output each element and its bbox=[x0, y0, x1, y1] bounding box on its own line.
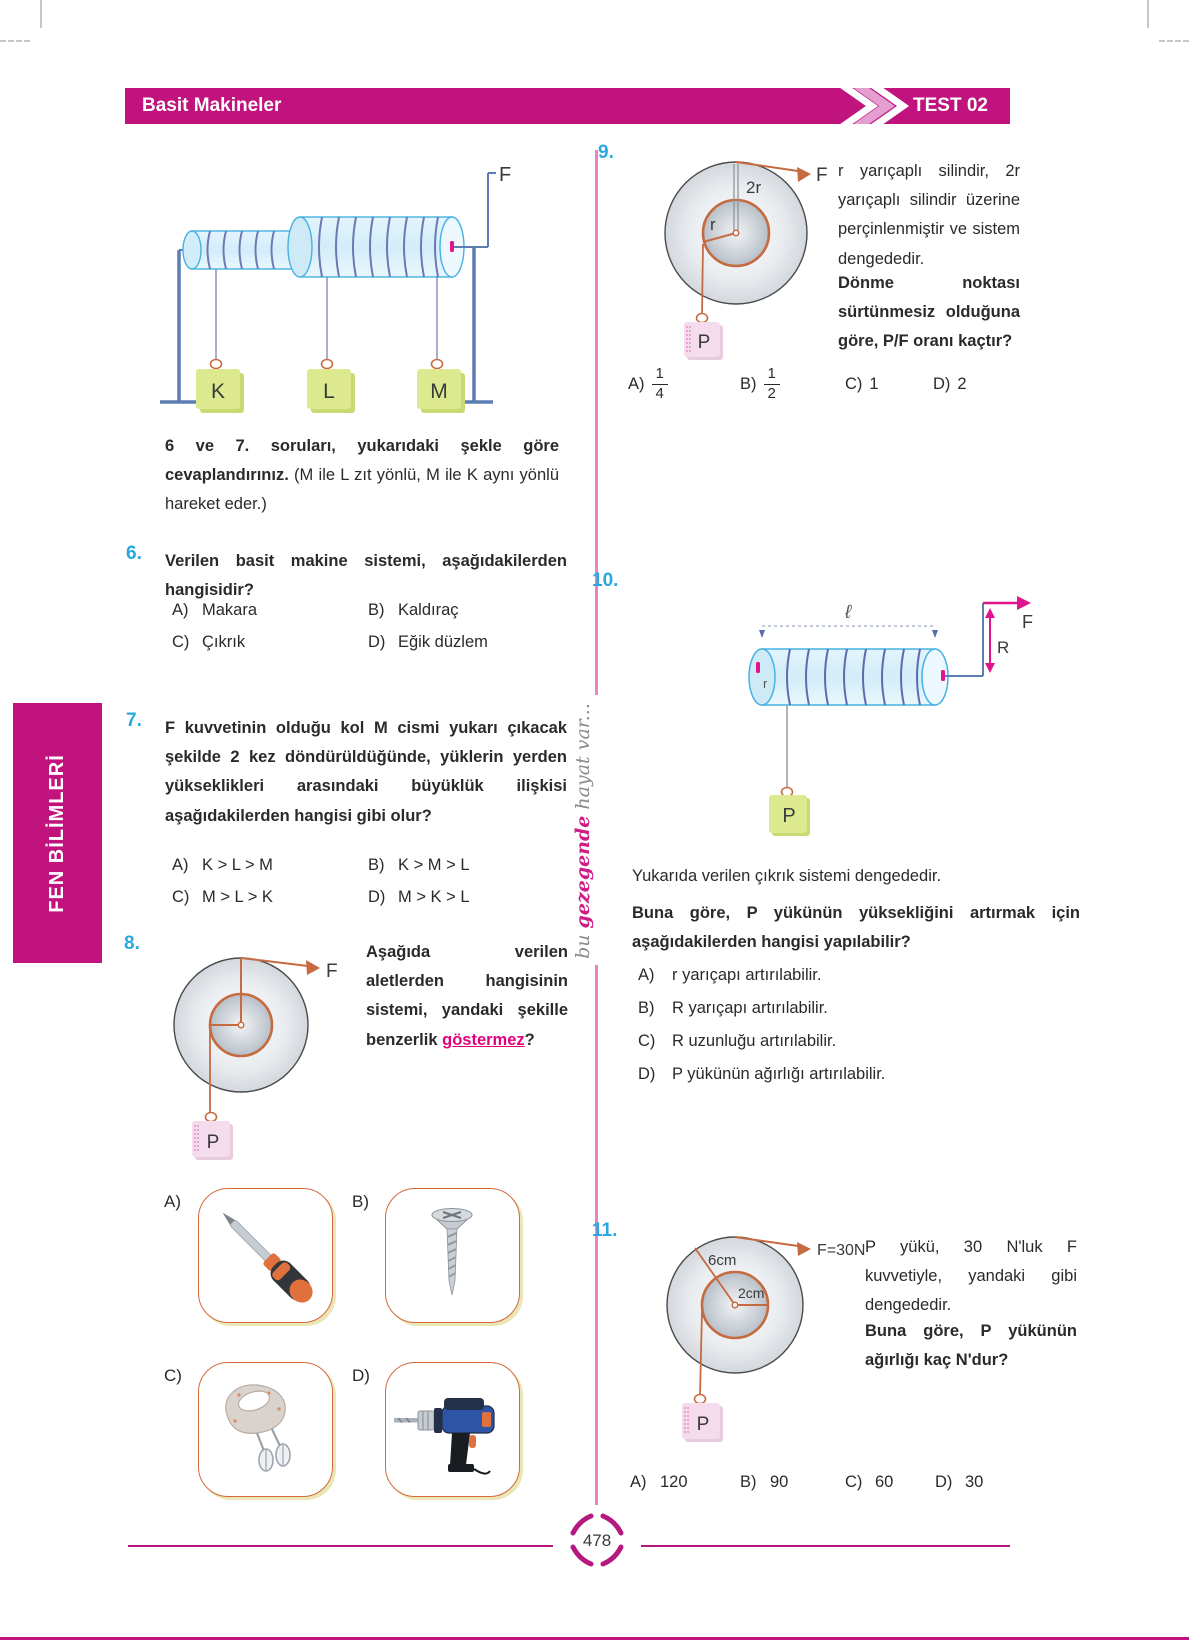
q7-option-c bbox=[172, 888, 273, 907]
question-9-paragraph: r yarıçaplı silindir, 2r yarıçaplı silindir üzerine perçinlenmiştir ve sistem dengededir. bbox=[838, 161, 1020, 268]
force-label: F bbox=[499, 164, 512, 186]
option-label: A) bbox=[638, 966, 655, 984]
q10-options bbox=[638, 966, 1078, 1098]
option-label: A) bbox=[172, 856, 189, 874]
q8-option-d-image bbox=[385, 1362, 520, 1497]
option-label: C) bbox=[638, 1032, 656, 1050]
option-label: D) bbox=[368, 888, 386, 906]
instruction-normal: (M ile L zıt yönlü, M ile K aynı yönlü hareket eder.) bbox=[165, 465, 559, 514]
load-label: P bbox=[782, 805, 796, 827]
question-8-text bbox=[366, 938, 568, 1055]
force-label: F=30N bbox=[817, 1242, 866, 1259]
inner-radius-label: 2cm bbox=[738, 1285, 765, 1301]
fraction-denominator: 4 bbox=[655, 384, 664, 402]
watermark-text: hayat var... bbox=[572, 703, 594, 816]
crop-mark bbox=[1147, 0, 1149, 28]
block-k-label: K bbox=[210, 380, 226, 403]
option-text: R yarıçapı artırılabilir. bbox=[672, 999, 828, 1017]
question-7-number: 7. bbox=[126, 710, 142, 731]
option-label: C) bbox=[172, 888, 190, 906]
q7-option-b bbox=[368, 856, 470, 875]
option-text: 2 bbox=[957, 374, 967, 393]
option-text: M > L > K bbox=[202, 888, 273, 906]
q9-option-b bbox=[740, 360, 780, 408]
question-11-number: 11. bbox=[592, 1220, 618, 1241]
q10-option-a bbox=[638, 966, 1078, 999]
footer-rule-left bbox=[128, 1545, 553, 1547]
page-bottom-rule bbox=[0, 1637, 1189, 1640]
q11-option-b bbox=[740, 1473, 788, 1492]
option-label: A) bbox=[172, 601, 189, 619]
option-text: 90 bbox=[770, 1473, 789, 1491]
instruction-bold: 6 ve 7. soruları, yukarıdaki şekle göre cevaplandırınız. bbox=[165, 436, 559, 484]
inner-radius-label: r bbox=[710, 215, 716, 234]
option-label: A) bbox=[630, 1473, 647, 1491]
watermark-highlight: gezegende bbox=[572, 815, 594, 929]
force-label: F bbox=[326, 961, 338, 982]
option-label: B) bbox=[368, 856, 385, 874]
option-label: B) bbox=[740, 1473, 757, 1491]
q8-option-b-label: B) bbox=[352, 1192, 369, 1211]
block-m-label: M bbox=[430, 380, 448, 403]
q11-option-a bbox=[630, 1473, 688, 1492]
block-l-label: L bbox=[323, 380, 335, 403]
q6-option-c bbox=[172, 633, 245, 652]
wheel-axle-figure bbox=[130, 140, 570, 420]
option-text: 1 bbox=[869, 374, 879, 393]
page-number: 478 bbox=[582, 1531, 612, 1550]
option-label: D) bbox=[638, 1065, 656, 1083]
question-6-text: Verilen basit makine sistemi, aşağıdakilerden hangisidir? bbox=[165, 551, 567, 599]
question-10-question: Buna göre, P yükünün yüksekliğini artırmak için aşağıdakilerden hangisi yapılabilir? bbox=[632, 903, 1080, 951]
q6-option-d bbox=[368, 633, 488, 652]
pulley-figure-q11 bbox=[610, 1190, 890, 1455]
option-label: D) bbox=[933, 374, 951, 393]
option-label: A) bbox=[628, 374, 645, 393]
drill-icon bbox=[386, 1363, 519, 1496]
q9-option-c bbox=[845, 360, 879, 408]
question-11-paragraph: P yükü, 30 N'luk F kuvvetiyle, yandaki gibi dengededir. bbox=[865, 1237, 1077, 1315]
q8-option-b-image bbox=[385, 1188, 520, 1323]
q10-option-c bbox=[638, 1032, 1078, 1065]
outer-radius-label: 6cm bbox=[708, 1252, 737, 1269]
option-label: B) bbox=[368, 601, 385, 619]
question-9-question: Dönme noktası sürtünmesiz olduğuna göre, P/F oranı kaçtır? bbox=[838, 273, 1020, 351]
option-text: Çıkrık bbox=[202, 633, 246, 651]
question-9-number: 9. bbox=[598, 142, 614, 163]
q8-text-before: Aşağıda verilen aletlerden hangisinin sistemi, yandaki şekille benzerlik bbox=[366, 942, 568, 1049]
screwdriver-icon bbox=[199, 1189, 332, 1322]
crop-mark bbox=[1159, 40, 1189, 42]
question-10-paragraph: Yukarıda verilen çıkrık sistemi dengededir. bbox=[632, 866, 942, 885]
force-label: F bbox=[816, 165, 828, 186]
q8-option-c-image bbox=[198, 1362, 333, 1497]
option-label: C) bbox=[845, 1473, 863, 1491]
sidebar-subject-tab bbox=[13, 703, 102, 963]
chevron-arrows-icon bbox=[840, 88, 910, 124]
outer-radius-label: 2r bbox=[746, 178, 762, 197]
radius-label: r bbox=[763, 676, 768, 691]
page-number-badge bbox=[565, 1508, 629, 1572]
q6-option-b bbox=[368, 601, 459, 620]
crop-mark bbox=[0, 40, 30, 42]
option-label: B) bbox=[638, 999, 655, 1017]
q10-option-b bbox=[638, 999, 1078, 1032]
q8-text-underlined: göstermez bbox=[442, 1030, 525, 1049]
q10-option-d bbox=[638, 1065, 1078, 1098]
page-title: Basit Makineler bbox=[142, 95, 282, 116]
fraction-numerator: 1 bbox=[764, 366, 780, 385]
option-text: Kaldıraç bbox=[398, 601, 459, 619]
option-text: 120 bbox=[660, 1473, 688, 1491]
fraction-denominator: 2 bbox=[767, 384, 776, 402]
option-text: P yükünün ağırlığı artırılabilir. bbox=[672, 1065, 886, 1083]
question-10-number: 10. bbox=[592, 570, 619, 591]
option-text: Eğik düzlem bbox=[398, 633, 488, 651]
hand-mixer-icon bbox=[199, 1363, 332, 1496]
screw-icon bbox=[386, 1189, 519, 1322]
page-header bbox=[125, 88, 1010, 124]
option-text: 60 bbox=[875, 1473, 894, 1491]
question-7-text: F kuvvetinin olduğu kol M cismi yukarı çıkacak şekilde 2 kez döndürüldüğünde, yüklerin yerden yükseklikleri arasındaki büyüklük ilişkisi aşağıdakilerden hangisi gibi olur? bbox=[165, 718, 567, 825]
figure-instruction bbox=[165, 432, 559, 520]
question-8-number: 8. bbox=[124, 933, 140, 954]
option-label: D) bbox=[935, 1473, 953, 1491]
load-label: P bbox=[206, 1132, 220, 1153]
q8-option-d-label: D) bbox=[352, 1366, 370, 1385]
q9-option-d bbox=[933, 360, 967, 408]
footer-rule-right bbox=[641, 1545, 1010, 1547]
q8-text-after: ? bbox=[524, 1030, 535, 1049]
option-text: K > M > L bbox=[398, 856, 470, 874]
question-11-question: Buna göre, P yükünün ağırlığı kaç N'dur? bbox=[865, 1321, 1077, 1369]
fraction bbox=[764, 366, 780, 402]
option-text: R uzunluğu artırılabilir. bbox=[672, 1032, 837, 1050]
option-text: Makara bbox=[202, 601, 258, 619]
q11-option-c bbox=[845, 1473, 893, 1492]
question-6-number: 6. bbox=[126, 543, 142, 564]
q8-option-a-image bbox=[198, 1188, 333, 1323]
option-label: C) bbox=[172, 633, 190, 651]
arm-label: R bbox=[997, 638, 1010, 657]
watermark-text: bu bbox=[572, 928, 594, 959]
pulley-figure-q9 bbox=[618, 145, 833, 360]
crop-mark bbox=[40, 0, 42, 28]
option-label: D) bbox=[368, 633, 386, 651]
option-text: 30 bbox=[965, 1473, 984, 1491]
load-label: P bbox=[696, 1414, 710, 1435]
windlass-figure-q10 bbox=[590, 560, 1070, 840]
option-label: C) bbox=[845, 374, 863, 393]
option-text: r yarıçapı artırılabilir. bbox=[672, 966, 822, 984]
q11-option-d bbox=[935, 1473, 983, 1492]
sidebar-subject-label: FEN BİLİMLERİ bbox=[46, 753, 69, 913]
q8-option-c-label: C) bbox=[164, 1366, 182, 1385]
load-label: P bbox=[697, 332, 711, 353]
option-label: B) bbox=[740, 374, 757, 393]
fraction bbox=[652, 366, 668, 402]
force-label: F bbox=[1022, 612, 1033, 632]
fraction-numerator: 1 bbox=[652, 366, 668, 385]
q9-option-a bbox=[628, 360, 668, 408]
test-number-label: TEST 02 bbox=[913, 95, 988, 116]
q8-option-a-label: A) bbox=[164, 1192, 181, 1211]
q7-option-d bbox=[368, 888, 470, 907]
pulley-figure-q8 bbox=[150, 930, 350, 1175]
q6-option-a bbox=[172, 601, 257, 620]
length-label: ℓ bbox=[845, 602, 852, 623]
option-text: K > L > M bbox=[202, 856, 273, 874]
option-text: M > K > L bbox=[398, 888, 470, 906]
q7-option-a bbox=[172, 856, 273, 875]
